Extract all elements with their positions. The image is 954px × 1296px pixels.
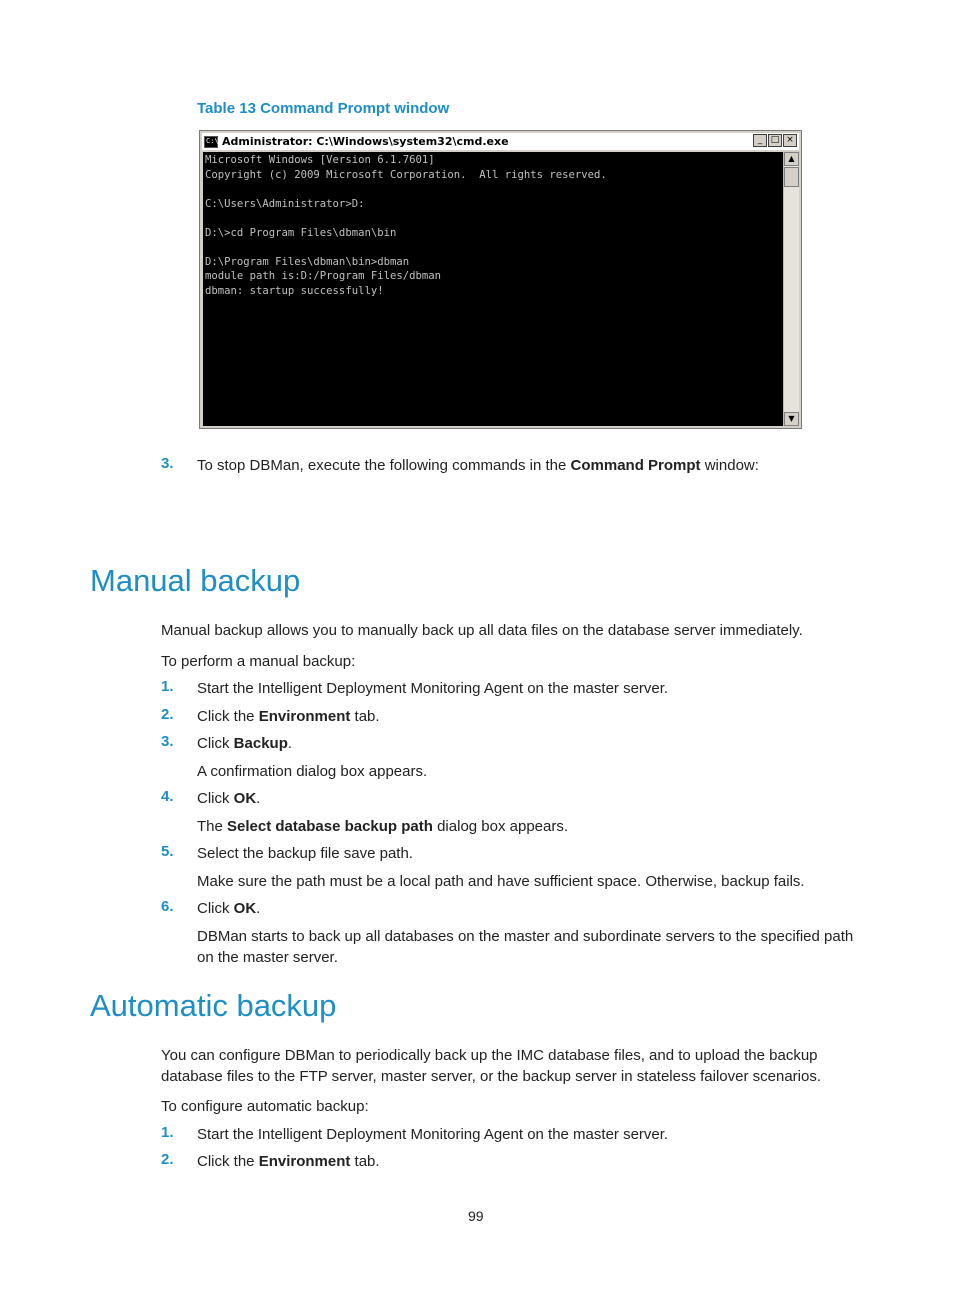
step-text: [197, 455, 759, 476]
step-text: [197, 678, 668, 699]
step-text-part: Start the Intelligent Deployment Monitoring Agent on the master server.: [197, 1126, 669, 1143]
step-text-part: window:: [700, 457, 759, 474]
paragraph: You can configure DBMan to periodically back up the IMC database files, and to upload the backup: [161, 1047, 818, 1064]
step-note: A confirmation dialog box appears.: [197, 763, 428, 780]
ui-term: Command Prompt: [570, 457, 701, 474]
console-output[interactable]: [203, 152, 783, 426]
step-number: 2.: [161, 706, 174, 723]
cmd-app-icon: C:\: [204, 136, 218, 148]
step-text-part: Click: [197, 735, 234, 752]
console-text: Microsoft Windows [Version 6.1.7601] Copyright (c) 2009 Microsoft Corporation. All rights reserved. C:\Users\Administrator>D: D:\>cd Program Files\dbman\bin D:\Program Files\dbman\bin>dbman module path is:D:/Program Files/dbman dbman: startup successfully!: [205, 154, 607, 297]
section-heading-automatic-backup: Automatic backup: [90, 988, 337, 1023]
paragraph: database files to the FTP server, master server, or the backup server in stateless failover scenarios.: [161, 1068, 822, 1085]
command-prompt-window: [199, 130, 802, 429]
step-number: 1.: [161, 1124, 174, 1141]
window-controls: [753, 134, 797, 147]
ui-term: Environment: [258, 1153, 351, 1170]
step-text-part: Click the: [197, 1153, 259, 1170]
step-note: [197, 816, 568, 837]
step-note: on the master server.: [197, 949, 338, 966]
step-text-part: tab.: [350, 1153, 380, 1170]
step-text: [197, 788, 260, 809]
step-note: DBMan starts to back up all databases on the master and subordinate servers to the specified path: [197, 928, 854, 945]
step-text-part: Start the Intelligent Deployment Monitoring Agent on the master server.: [197, 680, 669, 697]
step-text-part: Select the backup file save path.: [197, 845, 413, 862]
minimize-button[interactable]: _: [753, 134, 767, 147]
close-button[interactable]: ×: [783, 134, 797, 147]
scroll-up-arrow-icon[interactable]: ▲: [784, 152, 799, 166]
step-text-part: .: [287, 735, 293, 752]
step-text: [197, 733, 292, 754]
page-number: 99: [468, 1208, 484, 1224]
step-text: [197, 898, 260, 919]
step-text-part: .: [256, 900, 261, 917]
step-number: 6.: [161, 898, 174, 915]
table-caption: Table 13 Command Prompt window: [197, 100, 450, 117]
paragraph: Manual backup allows you to manually back up all data files on the database server immediately.: [161, 622, 803, 639]
ui-term: Environment: [258, 708, 351, 725]
step-text: [197, 706, 380, 727]
step-number: 5.: [161, 843, 174, 860]
ui-term: OK: [233, 790, 257, 807]
step-text-part: The: [197, 818, 228, 835]
paragraph: To configure automatic backup:: [161, 1098, 369, 1115]
step-text-part: tab.: [350, 708, 380, 725]
step-number: 3.: [161, 733, 174, 750]
step-text: [197, 1124, 668, 1145]
step-text-part: To stop DBMan, execute the following commands in the: [197, 457, 571, 474]
scroll-thumb[interactable]: [784, 167, 799, 187]
ui-term: OK: [233, 900, 257, 917]
step-text-part: Click: [197, 900, 234, 917]
step-note: Make sure the path must be a local path and have sufficient space. Otherwise, backup fails.: [197, 873, 805, 890]
scroll-down-arrow-icon[interactable]: ▼: [784, 412, 799, 426]
ui-term: Backup: [233, 735, 288, 752]
step-number: 2.: [161, 1151, 174, 1168]
step-text: [197, 1151, 380, 1172]
window-title: Administrator: C:\Windows\system32\cmd.exe: [222, 135, 509, 148]
step-number: 3.: [161, 455, 174, 472]
maximize-button[interactable]: □: [768, 134, 782, 147]
window-titlebar: [202, 133, 799, 150]
ui-term: Select database backup path: [227, 818, 433, 835]
step-text: [197, 843, 413, 864]
step-number: 1.: [161, 678, 174, 695]
vertical-scrollbar[interactable]: [783, 152, 799, 426]
step-text-part: .: [256, 790, 261, 807]
step-text-part: Click the: [197, 708, 259, 725]
step-number: 4.: [161, 788, 174, 805]
section-heading-manual-backup: Manual backup: [90, 563, 301, 598]
step-text-part: Click: [197, 790, 234, 807]
step-text-part: dialog box appears.: [432, 818, 569, 835]
paragraph: To perform a manual backup:: [161, 653, 356, 670]
